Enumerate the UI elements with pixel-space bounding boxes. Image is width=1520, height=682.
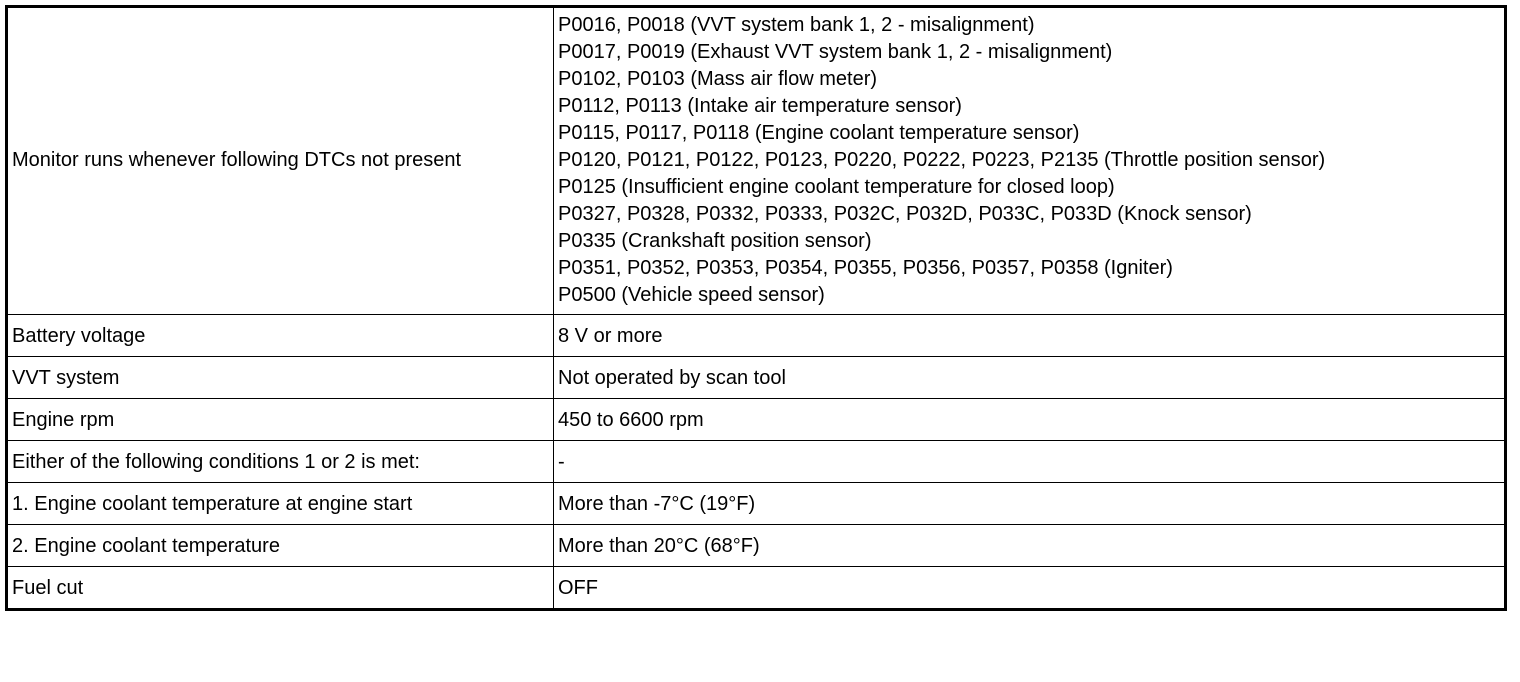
dtc-line: P0112, P0113 (Intake air temperature sensor) xyxy=(558,95,962,117)
dtc-list-cell xyxy=(554,7,1506,315)
dtc-line: P0327, P0328, P0332, P0333, P032C, P032D, P033C, P033D (Knock sensor) xyxy=(558,203,1252,225)
dtc-line: P0017, P0019 (Exhaust VVT system bank 1, 2 - misalignment) xyxy=(558,41,1113,63)
dtc-line: P0120, P0121, P0122, P0123, P0220, P0222, P0223, P2135 (Throttle position sensor) xyxy=(558,149,1326,171)
dtc-line: P0351, P0352, P0353, P0354, P0355, P0356, P0357, P0358 (Igniter) xyxy=(558,257,1173,279)
table-row-dtc-conditions xyxy=(7,7,1506,315)
table-row-fuel-cut xyxy=(7,567,1506,610)
condition-label: Fuel cut xyxy=(7,567,554,610)
dtc-line: P0115, P0117, P0118 (Engine coolant temperature sensor) xyxy=(558,122,1080,144)
condition-label: Either of the following conditions 1 or 2 is met: xyxy=(7,441,554,483)
table-row-engine-rpm xyxy=(7,399,1506,441)
dtc-line: P0125 (Insufficient engine coolant temperature for closed loop) xyxy=(558,176,1115,198)
dtc-line: P0016, P0018 (VVT system bank 1, 2 - misalignment) xyxy=(558,14,1035,36)
condition-value: 8 V or more xyxy=(554,315,1506,357)
condition-label: VVT system xyxy=(7,357,554,399)
condition-label: Battery voltage xyxy=(7,315,554,357)
table-row-vvt-system xyxy=(7,357,1506,399)
condition-value: More than -7°C (19°F) xyxy=(554,483,1506,525)
condition-value: OFF xyxy=(554,567,1506,610)
monitor-conditions-table xyxy=(5,5,1507,611)
condition-label: Monitor runs whenever following DTCs not present xyxy=(7,7,554,315)
condition-label: 1. Engine coolant temperature at engine start xyxy=(7,483,554,525)
table-row-coolant-temp-at-start xyxy=(7,483,1506,525)
dtc-line: P0102, P0103 (Mass air flow meter) xyxy=(558,68,878,90)
condition-value: 450 to 6600 rpm xyxy=(554,399,1506,441)
table-row-either-condition xyxy=(7,441,1506,483)
condition-value: - xyxy=(554,441,1506,483)
dtc-line: P0335 (Crankshaft position sensor) xyxy=(558,230,872,252)
condition-value: Not operated by scan tool xyxy=(554,357,1506,399)
condition-value: More than 20°C (68°F) xyxy=(554,525,1506,567)
condition-label: 2. Engine coolant temperature xyxy=(7,525,554,567)
condition-label: Engine rpm xyxy=(7,399,554,441)
table-row-coolant-temp xyxy=(7,525,1506,567)
dtc-line: P0500 (Vehicle speed sensor) xyxy=(558,284,825,306)
table-row-battery-voltage xyxy=(7,315,1506,357)
